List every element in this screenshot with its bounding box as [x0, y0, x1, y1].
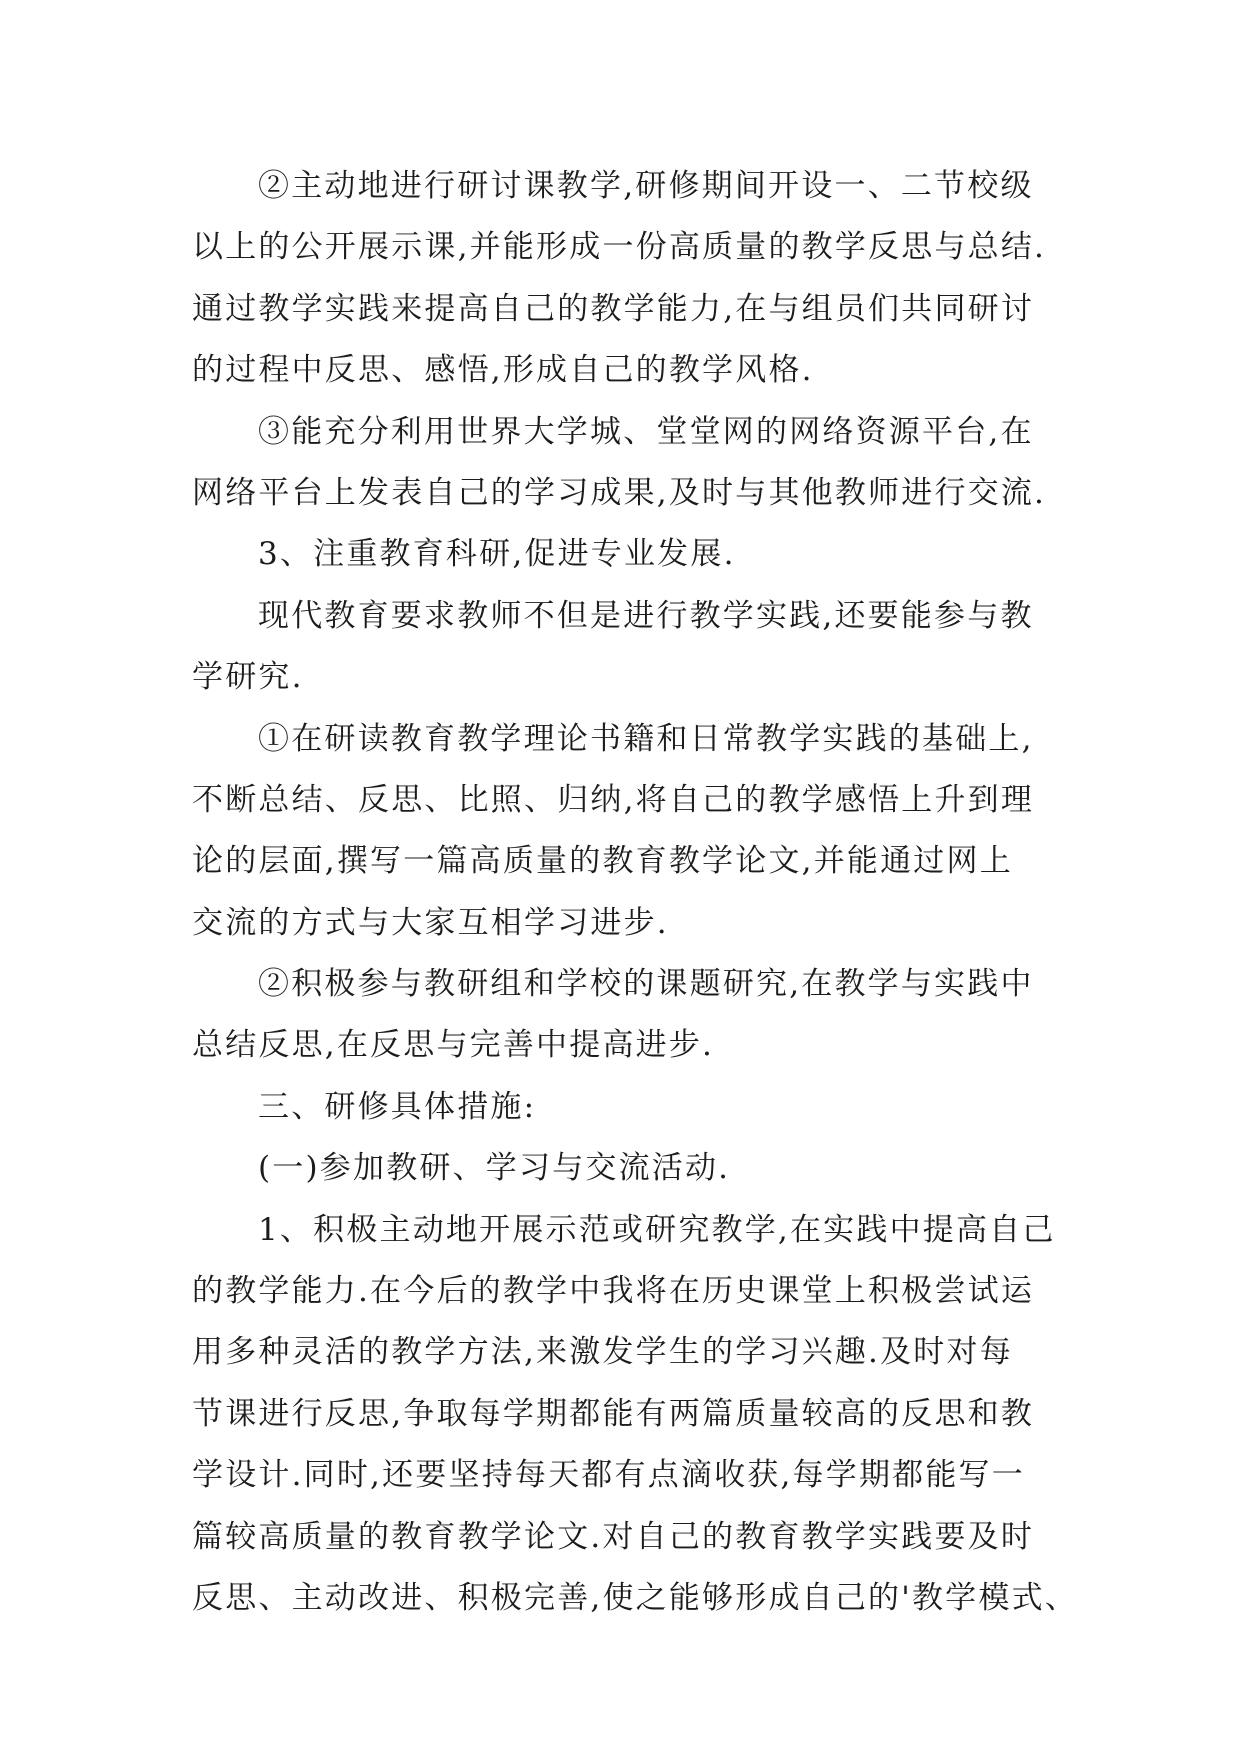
text-line: 篇较高质量的教育教学论文.对自己的教育教学实践要及时 — [192, 1518, 1035, 1555]
text-line: 1、积极主动地开展示范或研究教学,在实践中提高自己 — [258, 1211, 1056, 1248]
text-line: 交流的方式与大家互相学习进步. — [192, 904, 669, 941]
text-line: 用多种灵活的教学方法,来激发学生的学习兴趣.及时对每 — [192, 1334, 1013, 1371]
subsection-heading: (一)参加教研、学习与交流活动. — [258, 1150, 731, 1187]
text-line: 学设计.同时,还要坚持每天都有点滴收获,每学期都能写一 — [192, 1457, 1025, 1494]
text-line: 节课进行反思,争取每学期都能有两篇质量较高的反思和教 — [192, 1395, 1035, 1432]
text-line: ③能充分利用世界大学城、堂堂网的网络资源平台,在 — [258, 413, 1034, 450]
text-line: 的过程中反思、感悟,形成自己的教学风格. — [192, 352, 814, 389]
text-line: 以上的公开展示课,并能形成一份高质量的教学反思与总结. — [192, 229, 1047, 266]
text-line: 论的层面,撰写一篇高质量的教育教学论文,并能通过网上 — [192, 843, 1013, 880]
text-line: 反思、主动改进、积极完善,使之能够形成自己的'教学模式、 — [192, 1579, 1078, 1616]
text-line: 的教学能力.在今后的教学中我将在历史课堂上积极尝试运 — [192, 1273, 1035, 1310]
text-line: ①在研读教育教学理论书籍和日常教学实践的基础上, — [258, 720, 1034, 757]
text-line: 现代教育要求教师不但是进行教学实践,还要能参与教 — [258, 597, 1034, 634]
text-line: 网络平台上发表自己的学习成果,及时与其他教师进行交流. — [192, 474, 1047, 511]
section-heading: 3、注重教育科研,促进专业发展. — [258, 536, 736, 573]
text-line: 通过教学实践来提高自己的教学能力,在与组员们共同研讨 — [192, 290, 1035, 327]
section-heading: 三、研修具体措施: — [258, 1088, 537, 1125]
document-body — [192, 156, 1078, 1629]
text-line: 学研究. — [192, 659, 304, 696]
text-line: ②积极参与教研组和学校的课题研究,在教学与实践中 — [258, 966, 1034, 1003]
text-line: 不断总结、反思、比照、归纳,将自己的教学感悟上升到理 — [192, 781, 1035, 818]
text-line: ②主动地进行研讨课教学,研修期间开设一、二节校级 — [258, 168, 1034, 204]
text-line: 总结反思,在反思与完善中提高进步. — [192, 1027, 715, 1064]
